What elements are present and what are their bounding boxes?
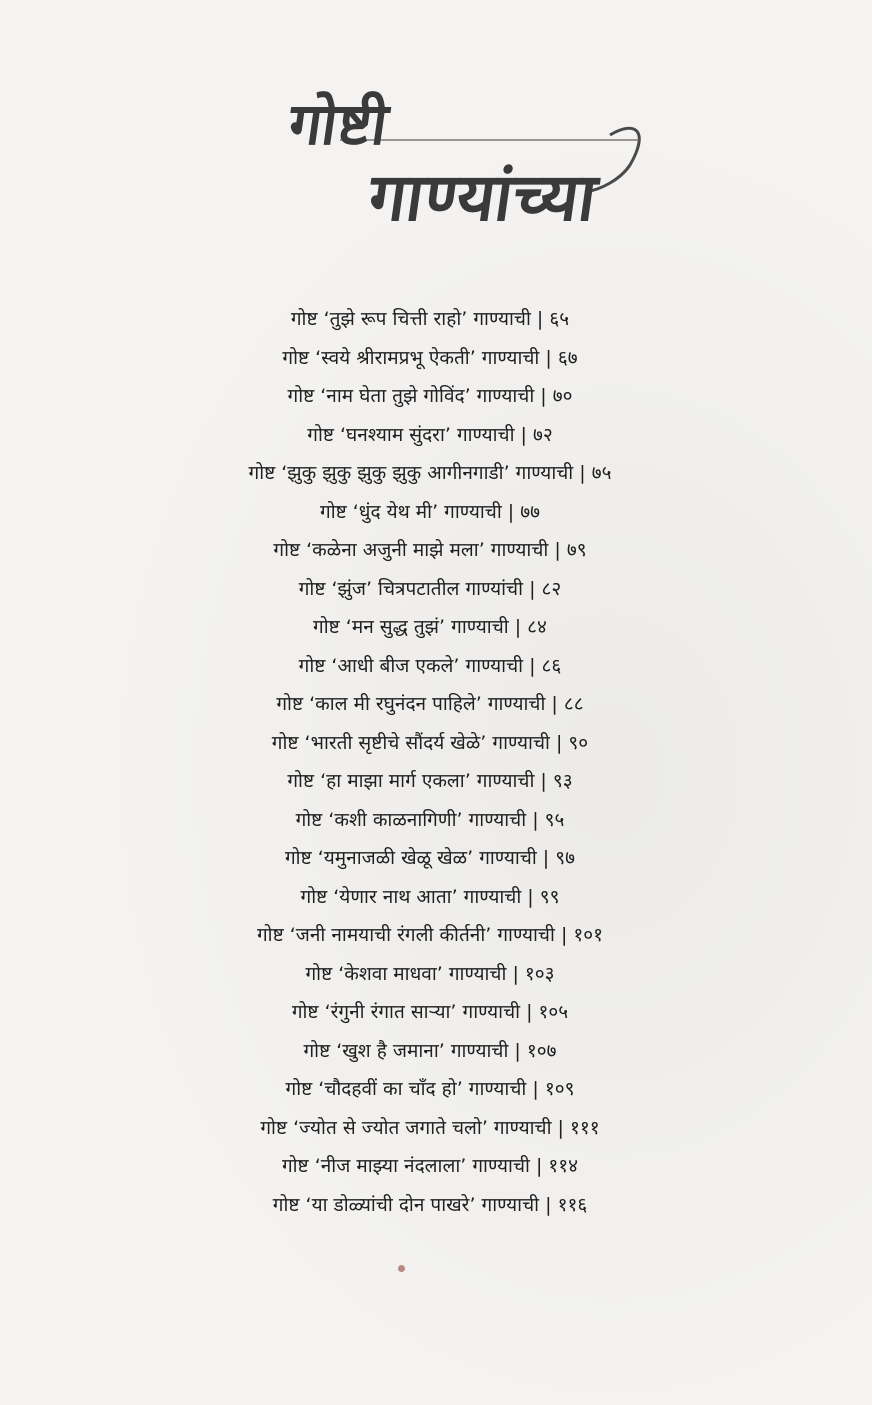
toc-entry: गोष्ट ‘काल मी रघुनंदन पाहिले’ गाण्याची | ८८: [276, 693, 584, 715]
toc-entry: गोष्ट ‘कशी काळनागिणी’ गाण्याची | ९५: [295, 808, 565, 831]
toc-entry: गोष्ट ‘चौदहवीं का चाँद हो’ गाण्याची | १०९: [285, 1078, 575, 1100]
toc-entry: गोष्ट ‘कळेना अजुनी माझे मला’ गाण्याची | ७९: [273, 539, 587, 561]
toc-entry: गोष्ट ‘धुंद येथ मी’ गाण्याची | ७७: [320, 500, 540, 523]
toc-entry: गोष्ट ‘केशवा माधवा’ गाण्याची | १०३: [305, 962, 555, 985]
toc-entry: गोष्ट ‘तुझे रूप चित्ती राहो’ गाण्याची | ६५: [290, 308, 570, 330]
title-line-2: गाण्यांच्या: [364, 158, 603, 236]
page-dot-mark: [398, 1265, 405, 1272]
toc-entry: गोष्ट ‘जनी नामयाची रंगली कीर्तनी’ गाण्याची | १०१: [256, 924, 604, 946]
toc-entry: गोष्ट ‘ज्योत से ज्योत जगाते चलो’ गाण्याची | १११: [260, 1116, 600, 1139]
toc-entry: गोष्ट ‘मन सुद्ध तुझं’ गाण्याची | ८४: [313, 616, 547, 638]
toc-entry: गोष्ट ‘यमुनाजळी खेळू खेळ’ गाण्याची | ९७: [284, 847, 576, 869]
toc-entry: गोष्ट ‘नाम घेता तुझे गोविंद’ गाण्याची | ७०: [287, 385, 573, 407]
toc-entry: गोष्ट ‘भारती सृष्टीचे सौंदर्य खेळे’ गाण्याची | ९०: [271, 731, 589, 754]
table-of-contents: [150, 300, 710, 1224]
toc-entry: गोष्ट ‘स्वये श्रीरामप्रभू ऐकती’ गाण्याची | ६७: [282, 346, 578, 369]
toc-entry: गोष्ट ‘आधी बीज एकले’ गाण्याची | ८६: [298, 654, 562, 677]
toc-entry: गोष्ट ‘रंगुनी रंगात साऱ्या’ गाण्याची | १०५: [291, 1001, 569, 1023]
toc-entry: गोष्ट ‘या डोळ्यांची दोन पाखरे’ गाण्याची | ११६: [272, 1193, 588, 1216]
toc-entry: गोष्ट ‘हा माझा मार्ग एकला’ गाण्याची | ९३: [287, 770, 573, 792]
toc-entry: गोष्ट ‘नीज माझ्या नंदलाला’ गाण्याची | ११४: [281, 1155, 579, 1177]
toc-entry: गोष्ट ‘खुश है जमाना’ गाण्याची | १०७: [303, 1039, 557, 1062]
toc-entry: गोष्ट ‘झुंज’ चित्रपटातील गाण्यांची | ८२: [298, 577, 562, 600]
toc-entry: गोष्ट ‘येणार नाथ आता’ गाण्याची | ९९: [300, 885, 560, 908]
toc-entry: गोष्ट ‘झुकु झुकु झुकु झुकु आगीनगाडी’ गाण्याची | ७५: [248, 462, 612, 484]
toc-entry: गोष्ट ‘घनश्याम सुंदरा’ गाण्याची | ७२: [307, 423, 553, 446]
title-line-1: गोष्टी: [284, 90, 394, 158]
page-title: [280, 80, 660, 236]
